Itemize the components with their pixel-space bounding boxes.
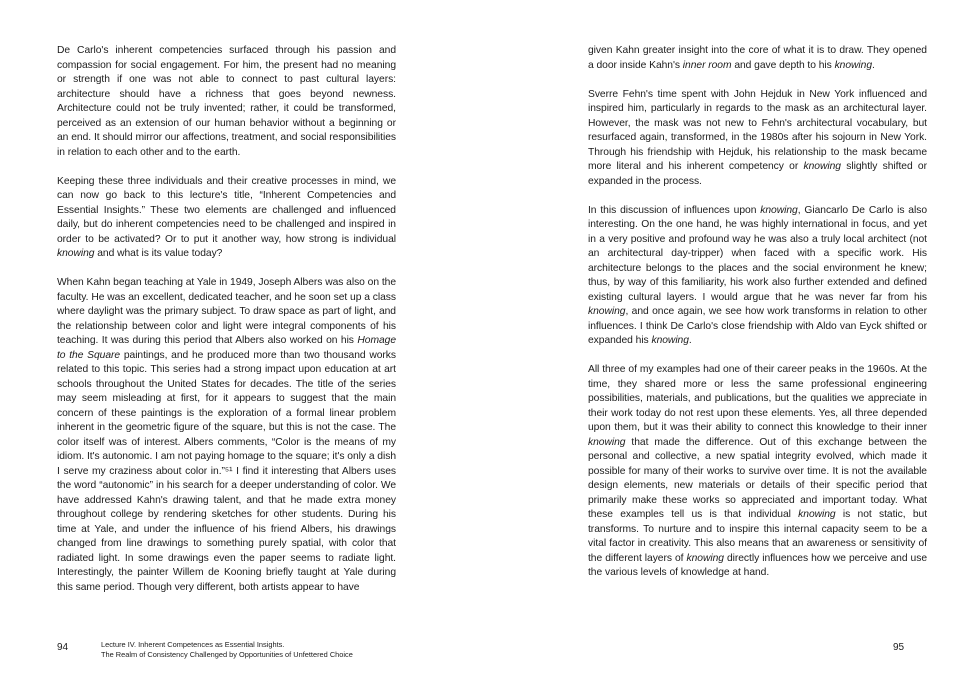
paragraph: All three of my examples had one of their career peaks in the 1960s. At the time, they shared more or less the same professional engineering possibilities, materials, and publications, but the qualities we appreciate in their work today do not rest upon these elements. Yes, all three depended upon them, but it was their ability to connect this knowledge to their inner knowing that made the difference. Out of this exchange between the personal and collective, a new spatial integrity evolved, which made it possible for many of their works to survive over time. It is not the available design elements, new materials or details of their specific period that primarily make these works so appreciated and important today. What these examples tell us is that individual knowing is not static, but transforms. To nurture and to inspire this internal capacity seem to be a vital factor in creativity. This also means that an awareness or sensitivity of the different layers of knowing directly influences how we perceive and use the various levels of knowledge at hand. [588, 364, 928, 578]
paragraph: Keeping these three individuals and their creative processes in mind, we can now go back to this lecture's title, “Inherent Competencies and Essential Insights.” These two elements are challenged and influenced daily, but do inherent competencies need to be challenged and inspired in order to be activated? Or to put it another way, how strong is individual knowing and what is its value today? [57, 175, 396, 259]
paragraph: De Carlo's inherent competencies surfaced through his passion and compassion for social engagement. For him, the present had no meaning or strength if one was not able to connect to past cultural layers: architecture should have a richness that goes beyond newness. Architecture could not be truly invented; rather, it could be transformed, perceived as an extension of our human behavior without a beginning or an end. It should mirror our affections, treatment, and social responsibilities in relation to each other and to the earth. [57, 45, 396, 158]
right-page-text-column [588, 44, 927, 581]
paragraph: Sverre Fehn's time spent with John Hejduk in New York influenced and inspired him, particularly in regards to the mask as an architectural layer. However, the mask was not new to Fehn's architectural vocabulary, but resurfaced again, transformed, in the 1980s after his sojourn in New York. Through his friendship with Hejduk, his relationship to the mask became more literal and his inherent competency or knowing slightly shifted or expanded in the process. [588, 88, 927, 187]
running-footer-line-1: Lecture IV. Inherent Competences as Essential Insights. [101, 640, 285, 649]
paragraph: In this discussion of influences upon knowing, Giancarlo De Carlo is also interesting. On the one hand, he was highly international in focus, and yet in a very positive and profound way he was also a truly local architect (not an architectural day-tripper) when faced with a specific work. His architecture belongs to the places and the social environment he knew; thus, by way of this familiarity, his work also further extended and defined existing cultural layers. I would argue that he was never far from his knowing, and once again, we see how work transforms in relation to other influences. I think De Carlo's close friendship with Aldo van Eyck shifted or expanded his knowing. [588, 204, 928, 346]
paragraph: given Kahn greater insight into the core of what it is to draw. They opened a door inside Kahn's inner room and gave depth to his knowing. [588, 45, 927, 71]
paragraph: When Kahn began teaching at Yale in 1949, Joseph Albers was also on the faculty. He was an excellent, dedicated teacher, and he soon set up a class where daylight was the primary subject. To draw space as part of light, and the relationship between color and light were integral components of his teaching. It was during this period that Albers also worked on his Homage to the Square paintings, and he produced more than two thousand works related to this topic. This series had a strong impact upon education at art schools throughout the United States for decades. The title of the series may seem misleading at first, for it appears to suggest that the main concern of these paintings is the exploration of a formal linear problem inherent in the geometric figure of the square, but this is not the case. The color itself was of interest. Albers comments, “Color is the means of my idiom. It's autonomic. I am not paying homage to the square; it's only a dish I serve my craziness about color in.”⁵¹ I find it interesting that Albers uses the word “autonomic” in his search for a deeper understanding of color. We have addressed Kahn's drawing talent, and that he made extra money throughout college by rendering sketches for other students. During his time at Yale, and under the influence of his friend Albers, his drawings changed from line drawings to something purely spatial, with color that radiated light. In some drawings even the paper seems to radiate light. Interestingly, the painter Willem de Kooning briefly taught at Yale during this same period. Though very different, both artists appear to have [57, 277, 396, 593]
right-page-number: 95 [893, 642, 905, 653]
running-footer-line-2: The Realm of Consistency Challenged by Opportunities of Unfettered Choice [101, 649, 353, 659]
running-footer-caption [101, 640, 431, 659]
left-page-text-column [57, 44, 396, 595]
left-page-number: 94 [57, 642, 69, 653]
